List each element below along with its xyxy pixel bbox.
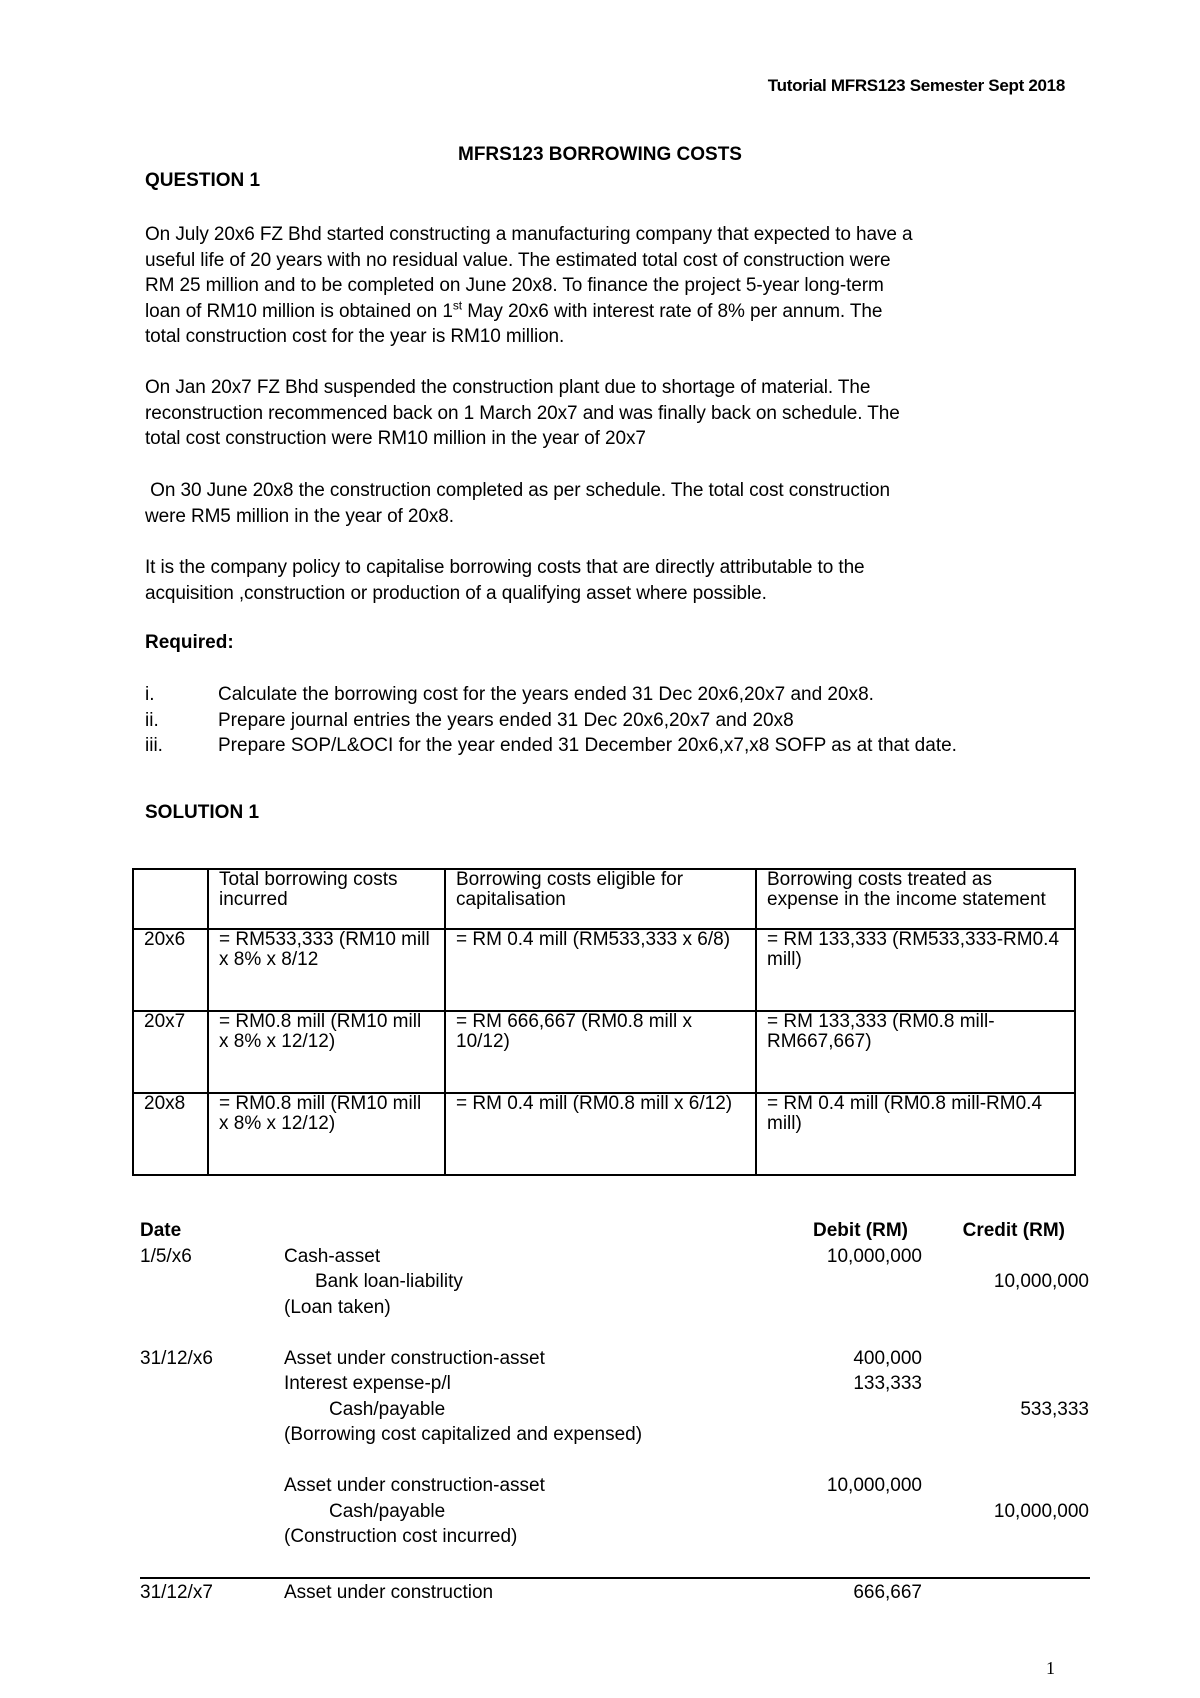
list-item [145, 682, 1065, 708]
journal-description: Cash-asset [284, 1245, 381, 1267]
table-cell: = RM0.8 mill (RM10 mill x 8% x 12/12) [208, 1011, 445, 1093]
journal-row [140, 1473, 1100, 1499]
paragraph-line: It is the company policy to capitalise borrowing costs that are directly attributable to the [145, 557, 865, 578]
document-title: MFRS123 BORROWING COSTS [458, 144, 742, 165]
journal-description: Asset under construction-asset [284, 1347, 545, 1369]
table-cell: = RM533,333 (RM10 mill x 8% x 8/12 [208, 929, 445, 1011]
required-list [145, 682, 1065, 759]
running-header: Tutorial MFRS123 Semester Sept 2018 [767, 76, 1065, 95]
journal-description: Cash/payable [329, 1500, 446, 1522]
paragraph-line: On Jan 20x7 FZ Bhd suspended the construction plant due to shortage of material. The [145, 377, 871, 398]
table-cell: 20x7 [133, 1011, 208, 1093]
table-header-cell: Total borrowing costs incurred [208, 869, 445, 929]
journal-row [140, 1422, 1100, 1448]
paragraph-line [145, 299, 1061, 325]
journal-debit: 400,000 [853, 1347, 922, 1369]
journal-row [140, 1244, 1100, 1270]
journal-row [140, 1397, 1100, 1423]
journal-description: Asset under construction [284, 1582, 494, 1603]
journal-narration: (Loan taken) [284, 1296, 391, 1318]
page-number: 1 [1046, 1658, 1055, 1678]
journal-debit: 133,333 [853, 1373, 922, 1394]
debit-header: Debit (RM) [813, 1220, 908, 1241]
journal-row [140, 1580, 1100, 1606]
journal-description: Interest expense-p/l [284, 1373, 451, 1394]
list-number: iii. [145, 735, 163, 756]
solution-heading: SOLUTION 1 [145, 802, 260, 823]
journal-debit: 666,667 [853, 1582, 922, 1603]
list-text: Prepare SOP/L&OCI for the year ended 31 December 20x6,x7,x8 SOFP as at that date. [218, 735, 957, 756]
journal-row [140, 1269, 1100, 1295]
list-text: Calculate the borrowing cost for the years ended 31 Dec 20x6,20x7 and 20x8. [218, 684, 874, 705]
table-cell: = RM 666,667 (RM0.8 mill x 10/12) [445, 1011, 756, 1093]
journal-credit: 10,000,000 [993, 1500, 1089, 1522]
table-cell: 20x6 [133, 929, 208, 1011]
journal-credit: 10,000,000 [993, 1271, 1089, 1292]
paragraph-line: total construction cost for the year is RM10 million. [145, 326, 565, 347]
table-header-cell: Borrowing costs eligible for capitalisation [445, 869, 756, 929]
ordinal-suffix: st [452, 298, 463, 313]
table-row [133, 1093, 1075, 1175]
journal-narration: (Construction cost incurred) [284, 1526, 518, 1547]
journal-row [140, 1499, 1100, 1525]
question-paragraph-2 [145, 375, 1061, 452]
borrowing-cost-table [132, 868, 1076, 1176]
table-cell: = RM0.8 mill (RM10 mill x 8% x 12/12) [208, 1093, 445, 1175]
journal-description: Bank loan-liability [315, 1271, 463, 1292]
paragraph-line: On 30 June 20x8 the construction completed as per schedule. The total cost construction [145, 480, 890, 501]
journal-description: Cash/payable [329, 1398, 446, 1420]
journal-row [140, 1295, 1100, 1321]
list-item [145, 733, 1065, 759]
question-paragraph-4 [145, 555, 1061, 606]
journal-row [140, 1346, 1100, 1372]
paragraph-line: reconstruction recommenced back on 1 March 20x7 and was finally back on schedule. The [145, 402, 900, 424]
journal-entries-continued [140, 1580, 1100, 1606]
question-heading: QUESTION 1 [145, 170, 261, 191]
paragraph-line: On July 20x6 FZ Bhd started constructing a manufacturing company that expected to have a [145, 224, 913, 245]
journal-debit: 10,000,000 [826, 1245, 922, 1267]
table-header-cell: Borrowing costs treated as expense in the income statement [756, 869, 1075, 929]
journal-header-row [140, 1218, 1100, 1244]
table-header-row [133, 869, 1075, 929]
paragraph-line: acquisition ,construction or production of a qualifying asset where possible. [145, 582, 767, 604]
journal-row [140, 1371, 1100, 1397]
paragraph-line: were RM5 million in the year of 20x8. [145, 505, 454, 527]
paragraph-line: RM 25 million and to be completed on June 20x8. To finance the project 5-year long-term [145, 275, 884, 296]
line-text: loan of RM10 million is obtained on 1 [145, 300, 453, 322]
journal-date: 31/12/x7 [140, 1582, 213, 1603]
table-cell: 20x8 [133, 1093, 208, 1175]
journal-narration: (Borrowing cost capitalized and expensed) [284, 1424, 643, 1445]
section-divider [140, 1577, 1090, 1579]
table-header-cell [133, 869, 208, 929]
table-cell: = RM 0.4 mill (RM533,333 x 6/8) [445, 929, 756, 1011]
credit-header: Credit (RM) [962, 1220, 1065, 1241]
table-row [133, 1011, 1075, 1093]
paragraph-line: total cost construction were RM10 million in the year of 20x7 [145, 428, 646, 449]
list-number: i. [145, 684, 155, 705]
journal-debit: 10,000,000 [826, 1475, 922, 1496]
line-text: May 20x6 with interest rate of 8% per annum. The [462, 300, 883, 322]
date-header: Date [140, 1220, 182, 1241]
required-heading: Required: [145, 632, 234, 653]
question-paragraph-1 [145, 222, 1061, 350]
journal-date: 1/5/x6 [140, 1245, 192, 1267]
question-paragraph-3 [145, 478, 1061, 529]
table-cell: = RM 0.4 mill (RM0.8 mill x 6/12) [445, 1093, 756, 1175]
journal-date: 31/12/x6 [140, 1347, 213, 1369]
journal-description: Asset under construction-asset [284, 1475, 545, 1496]
list-number: ii. [145, 709, 159, 731]
list-text: Prepare journal entries the years ended 31 Dec 20x6,20x7 and 20x8 [218, 709, 794, 731]
list-item [145, 708, 1065, 734]
table-row [133, 929, 1075, 1011]
journal-row [140, 1524, 1100, 1550]
journal-credit: 533,333 [1020, 1398, 1089, 1420]
table-cell: = RM 0.4 mill (RM0.8 mill-RM0.4 mill) [756, 1093, 1075, 1175]
table-cell: = RM 133,333 (RM0.8 mill-RM667,667) [756, 1011, 1075, 1093]
paragraph-line: useful life of 20 years with no residual value. The estimated total cost of construction were [145, 249, 891, 271]
table-cell: = RM 133,333 (RM533,333-RM0.4 mill) [756, 929, 1075, 1011]
journal-entries [140, 1218, 1100, 1550]
